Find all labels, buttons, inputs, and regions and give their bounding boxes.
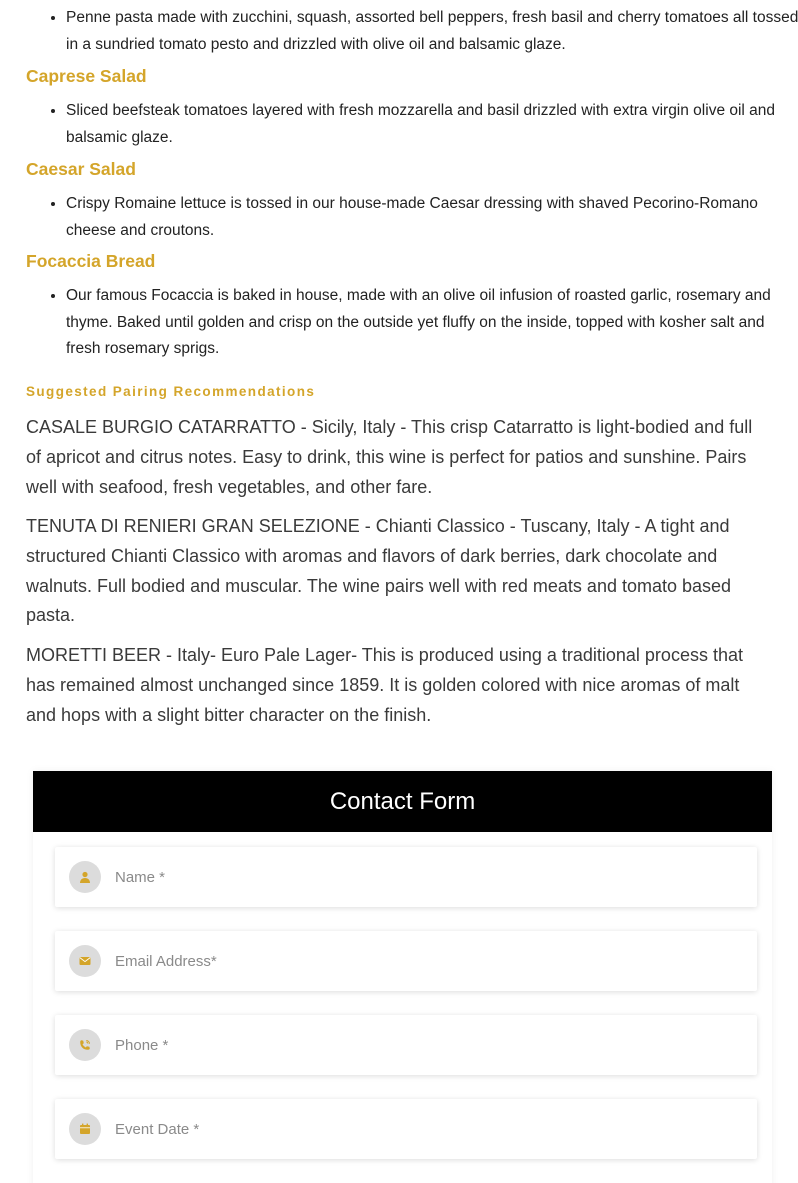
- name-input[interactable]: [111, 847, 741, 907]
- beer-recommendation: MORETTI BEER - Italy- Euro Pale Lager- This is produced using a traditional process that has remained almost unchanged since 1859. It is golden colored with nice aromas of malt and hops with a slight bitter character on the finish.: [26, 645, 743, 725]
- phone-input[interactable]: [111, 1015, 741, 1075]
- menu-item-penne-list: [66, 5, 798, 58]
- menu-item-penne-description: • Penne pasta made with zucchini, squash, assorted bell peppers, fresh basil and cherry tomatoes all tossed in a sundried tomato pesto and drizzled with olive oil and balsamic glaze.: [66, 5, 798, 58]
- menu-item-caesar-description: • Crispy Romaine lettuce is tossed in our house-made Caesar dressing with shaved Pecorino-Romano cheese and croutons.: [66, 191, 798, 244]
- menu-item-caesar-title: Caesar Salad: [26, 159, 136, 179]
- menu-item-caesar-list: [66, 191, 798, 244]
- phone-icon: [69, 1029, 101, 1061]
- name-field: [55, 847, 757, 907]
- contact-form-title: Contact Form: [33, 771, 772, 832]
- menu-item-focaccia-description: • Our famous Focaccia is baked in house, made with an olive oil infusion of roasted garlic, rosemary and thyme. Baked until golden and crisp on the outside yet fluffy on the inside, topped with kosher salt and fresh rosemary sprigs.: [66, 283, 786, 363]
- phone-field: [55, 1015, 757, 1075]
- event-date-field: [55, 1099, 757, 1159]
- envelope-icon: [69, 945, 101, 977]
- menu-item-caprese-list: [66, 98, 786, 151]
- menu-item-focaccia-list: [66, 283, 786, 363]
- event-date-input[interactable]: [111, 1099, 741, 1159]
- menu-item-caprese-description: • Sliced beefsteak tomatoes layered with fresh mozzarella and basil drizzled with extra virgin olive oil and balsamic glaze.: [66, 98, 786, 151]
- email-field: [55, 931, 757, 991]
- email-input[interactable]: [111, 931, 741, 991]
- calendar-icon: [69, 1113, 101, 1145]
- user-icon: [69, 861, 101, 893]
- contact-form: [33, 771, 772, 1183]
- menu-item-caprese-title: Caprese Salad: [26, 66, 147, 86]
- wine-recommendation: TENUTA DI RENIERI GRAN SELEZIONE - Chianti Classico - Tuscany, Italy - A tight and structured Chianti Classico with aromas and flavors of dark berries, dark chocolate and walnuts. Full bodied and muscular. The wine pairs well with red meats and tomato based pasta.: [26, 516, 732, 626]
- wine-recommendation: CASALE BURGIO CATARRATTO - Sicily, Italy - This crisp Catarratto is light-bodied and full of apricot and citrus notes. Easy to drink, this wine is perfect for patios and sunshine. Pairs well with seafood, fresh vegetables, and other fare.: [26, 417, 753, 497]
- pairing-heading: Suggested Pairing Recommendations: [26, 384, 316, 399]
- menu-item-focaccia-title: Focaccia Bread: [26, 251, 156, 271]
